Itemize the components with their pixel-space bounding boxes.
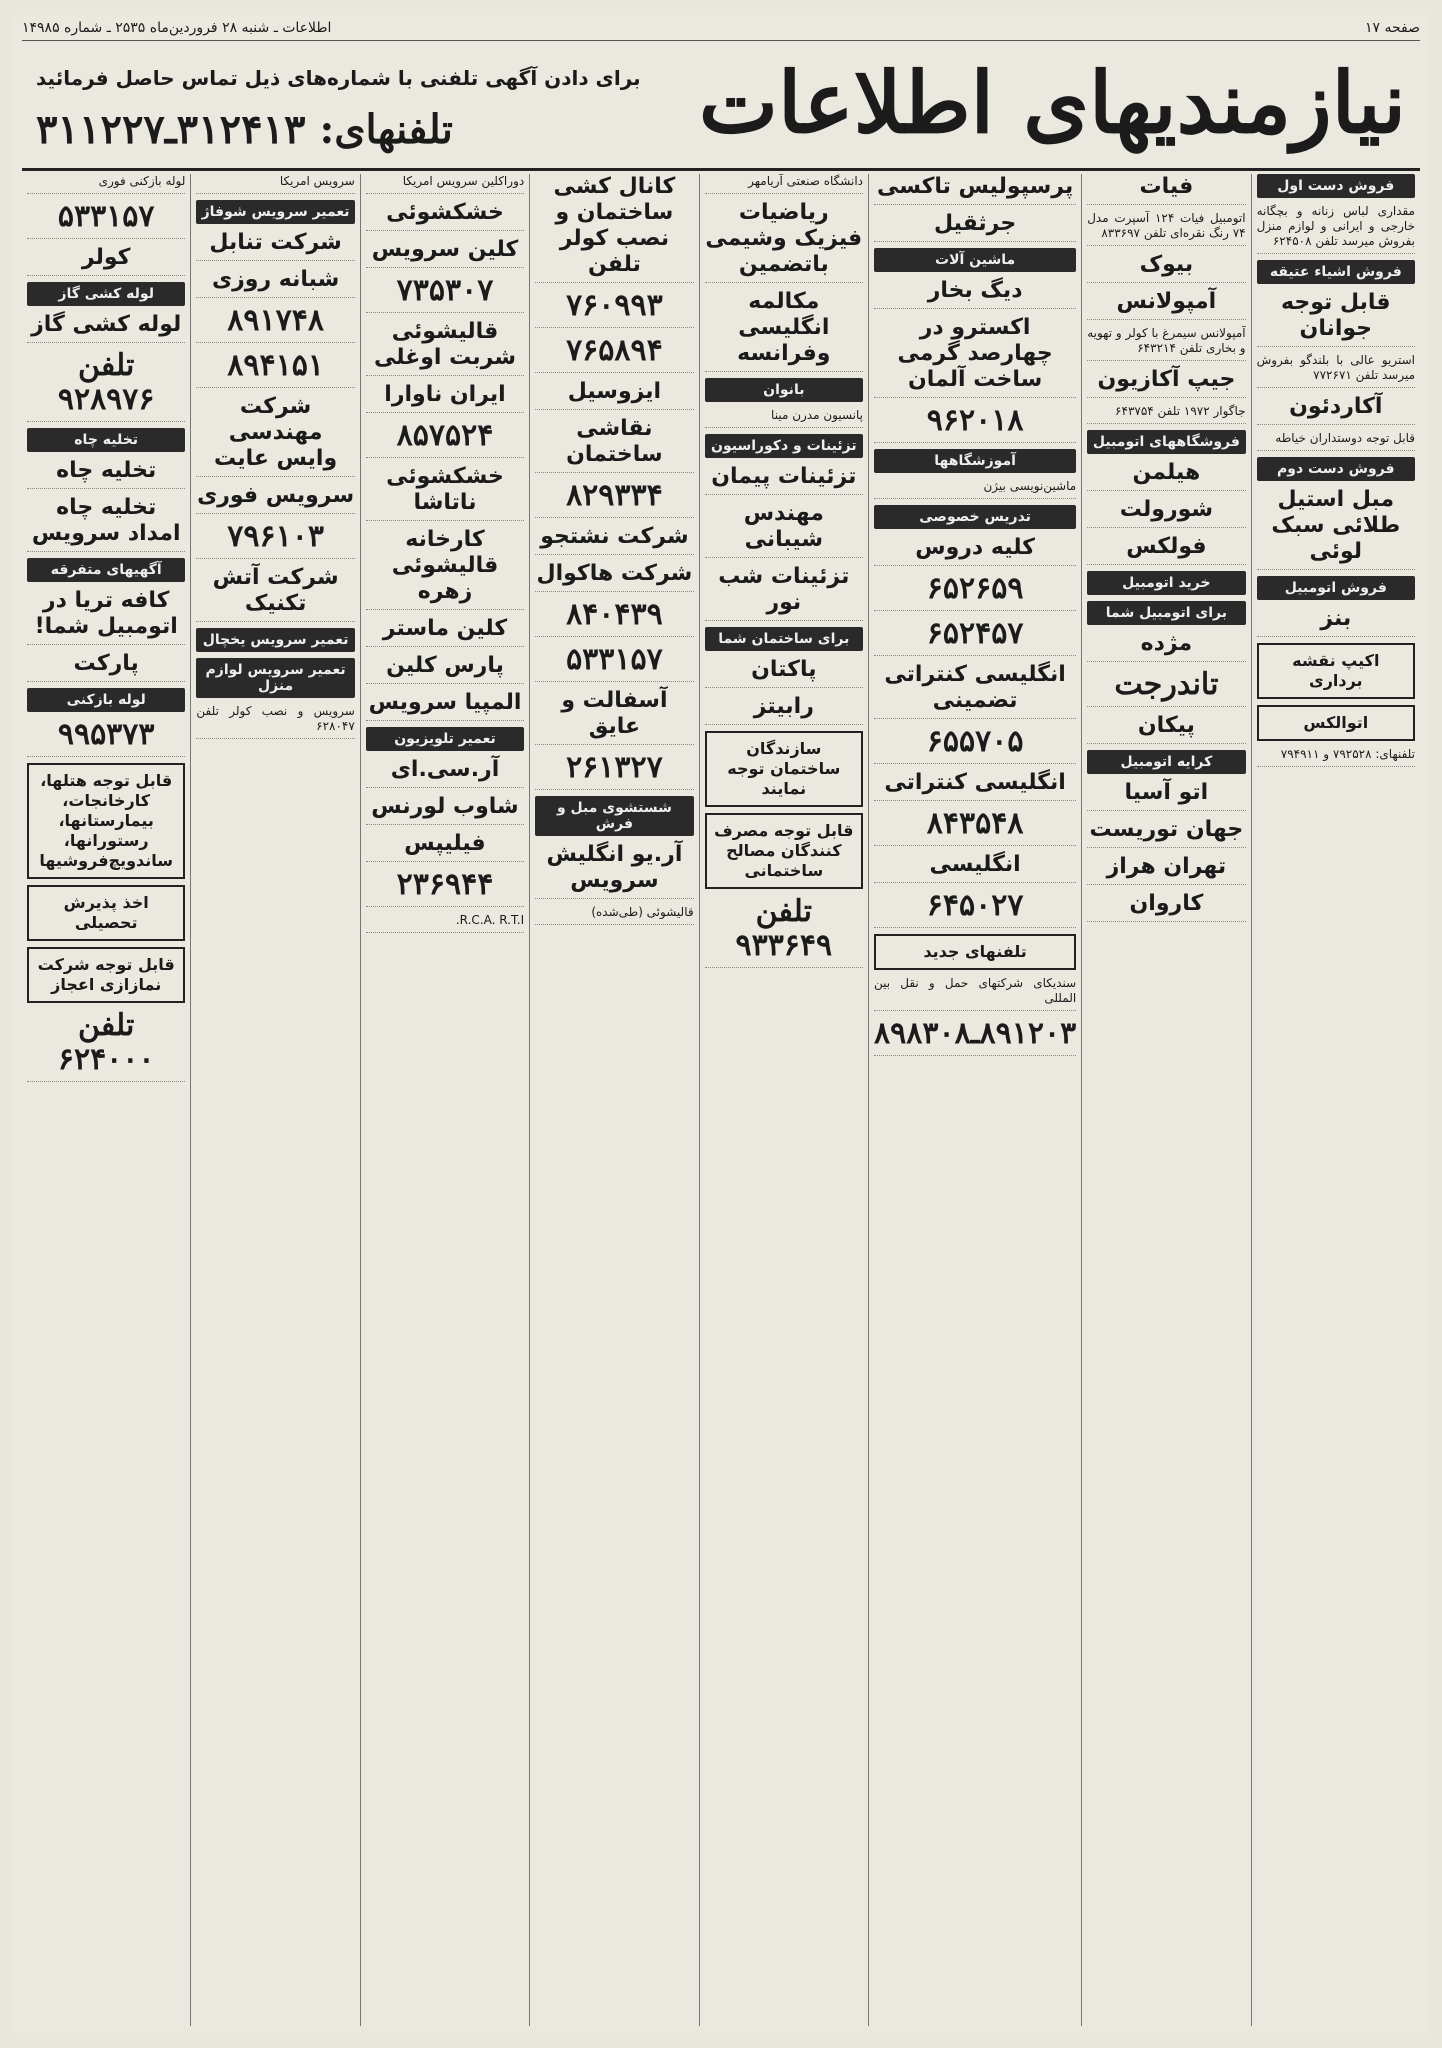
ad-item: سازندگان ساختمان توجه نمایند xyxy=(705,731,863,807)
page-number: صفحه ۱۷ xyxy=(1364,20,1420,36)
section-header: خرید اتومبیل xyxy=(1087,571,1245,595)
ad-item: مبل استیل طلائی سبک لوئی xyxy=(1257,487,1415,570)
ad-item: شرکت آتش تکنیک xyxy=(196,565,354,622)
section-header: برای ساختمان شما xyxy=(705,627,863,651)
ad-phone: ۶۵۲۴۵۷ xyxy=(874,617,1076,656)
ad-item: فیلیپس xyxy=(366,831,524,862)
ad-column xyxy=(360,174,529,2026)
ad-phone: ۵۳۳۱۵۷ xyxy=(535,643,693,682)
ad-phone: ۸۹۴۱۵۱ xyxy=(196,349,354,388)
ad-item: شورولت xyxy=(1087,497,1245,528)
ad-item: مژده xyxy=(1087,631,1245,662)
ad-item: پارس کلین xyxy=(366,653,524,684)
ad-item: شبانه روزی xyxy=(196,267,354,298)
ad-item: R.C.A. R.T.I. xyxy=(366,913,524,933)
ad-item: کافه تریا در اتومبیل شما! xyxy=(27,588,185,645)
section-header: بانوان xyxy=(705,378,863,402)
ad-item: دانشگاه صنعتی آریامهر xyxy=(705,174,863,194)
ad-phone: ۷۶۰۹۹۳ xyxy=(535,289,693,328)
ad-phone: ۸۵۷۵۲۴ xyxy=(366,419,524,458)
section-header: کرایه اتومبیل xyxy=(1087,750,1245,774)
ad-item: فیات xyxy=(1087,174,1245,205)
ad-phone: ۸۹۱۲۰۳ـ۸۹۸۳۰۸ xyxy=(874,1017,1076,1056)
ad-column xyxy=(1081,174,1250,2026)
ad-item: مقداری لباس زنانه و بچگانه خارجی و ایرانی و لوازم منزل بفروش میرسد تلفن ۶۲۴۵۰۸ xyxy=(1257,204,1415,254)
ad-item: آر.یو انگلیش سرویس xyxy=(535,842,693,899)
top-line xyxy=(22,20,1420,41)
ad-item: آسفالت و عایق xyxy=(535,688,693,745)
section-header: تزئینات و دکوراسیون xyxy=(705,434,863,458)
section-header: لوله بازکنی xyxy=(27,688,185,712)
section-header: فروش اتومبیل xyxy=(1257,576,1415,600)
ad-item: شرکت نشتجو xyxy=(535,524,693,555)
ad-item: تلفنهای جدید xyxy=(874,934,1076,970)
ad-phone: ۹۶۲۰۱۸ xyxy=(874,404,1076,443)
ad-item: آر.سی.ای xyxy=(366,757,524,788)
ad-item: کلین سرویس xyxy=(366,237,524,268)
ad-phone: تلفن ۹۲۸۹۷۶ xyxy=(27,349,185,422)
section-header: تعمیر سرویس یخچال xyxy=(196,628,354,652)
ad-item: کلین ماستر xyxy=(366,616,524,647)
ad-phone: تلفن ۹۳۳۶۴۹ xyxy=(705,895,863,968)
ad-item: شاوب لورنس xyxy=(366,794,524,825)
section-header: آگهیهای متفرقه xyxy=(27,558,185,582)
ad-item: قابل توجه هتلها، کارخانجات، بیمارستانها، رستورانها، ساندویچ‌فروشیها xyxy=(27,763,185,879)
ad-item: کولر xyxy=(27,245,185,276)
ad-item: ایزوسیل xyxy=(535,379,693,410)
ad-item: دیگ بخار xyxy=(874,278,1076,309)
ad-item: ریاضیات فیزیک وشیمی باتضمین xyxy=(705,200,863,283)
ad-item: دوراکلین سرویس امریکا xyxy=(366,174,524,194)
ad-phone: ۶۴۵۰۲۷ xyxy=(874,889,1076,928)
ad-item: پارکت xyxy=(27,651,185,682)
ad-phone: ۷۶۵۸۹۴ xyxy=(535,334,693,373)
ad-item: اکسترو در چهارصد گرمی ساخت آلمان xyxy=(874,315,1076,398)
ad-phone: ۸۹۱۷۴۸ xyxy=(196,304,354,343)
ad-item: تخلیه چاه امداد سرویس xyxy=(27,495,185,552)
section-header: تعمیر تلویزیون xyxy=(366,727,524,751)
ad-phone: ۵۳۳۱۵۷ xyxy=(27,200,185,239)
ad-item: آمپولانس سیمرغ با کولر و تهویه و بخاری تلفن ۶۴۳۲۱۴ xyxy=(1087,326,1245,361)
ad-item: کانال کشی ساختمان و نصب کولر تلفن xyxy=(535,174,693,283)
section-header: ماشین آلات xyxy=(874,248,1076,272)
ad-item: کارخانه قالیشوئی زهره xyxy=(366,527,524,610)
ad-item: بیوک xyxy=(1087,252,1245,283)
ad-item: قابل توجه شرکت نمازازی اعجاز xyxy=(27,947,185,1003)
ad-item: سرویس فوری xyxy=(196,483,354,514)
ad-phone: ۸۴۳۵۴۸ xyxy=(874,807,1076,846)
ad-item: تهران هراز xyxy=(1087,854,1245,885)
ad-item: استریو عالی با بلندگو بفروش میرسد تلفن ۷۷۲۶۷۱ xyxy=(1257,353,1415,388)
ad-item: انگلیسی کنتراتی تضمینی xyxy=(874,662,1076,719)
ad-phone: ۲۳۶۹۴۴ xyxy=(366,868,524,907)
ad-item: فولکس xyxy=(1087,534,1245,565)
ad-item: سرویس امریکا xyxy=(196,174,354,194)
ad-item: خشکشوئی xyxy=(366,200,524,231)
ad-item: رابیتز xyxy=(705,694,863,725)
ad-phone: ۸۴۰۴۳۹ xyxy=(535,598,693,637)
ad-item: جهان توریست xyxy=(1087,817,1245,848)
ad-item: جرثقیل xyxy=(874,211,1076,242)
ad-item: شرکت مهندسی وایس عایت xyxy=(196,394,354,477)
section-header: شستشوی مبل و فرش xyxy=(535,796,693,836)
section-header: لوله کشی گاز xyxy=(27,282,185,306)
ad-item: خشکشوئی ناتاشا xyxy=(366,464,524,521)
ad-column xyxy=(529,174,698,2026)
section-header: فروش دست دوم xyxy=(1257,457,1415,481)
ad-item: اکیپ نقشه برداری xyxy=(1257,643,1415,699)
ad-item: پرسپولیس تاکسی xyxy=(874,174,1076,205)
ad-column xyxy=(22,174,190,2026)
ad-item: تلفنهای: ۷۹۲۵۲۸ و ۷۹۴۹۱۱ xyxy=(1257,747,1415,767)
masthead xyxy=(22,48,1420,171)
ad-column xyxy=(1251,174,1420,2026)
ad-item: قالیشوئی شربت اوغلی xyxy=(366,319,524,376)
ad-item: پاکتان xyxy=(705,657,863,688)
masthead-phones: تلفنهای: ۳۱۲۴۱۳ـ۳۱۱۲۲۷ xyxy=(36,106,453,153)
ad-item: جاگوار ۱۹۷۲ تلفن ۶۴۳۷۵۴ xyxy=(1087,404,1245,424)
ad-item: اتو آسیا xyxy=(1087,780,1245,811)
ad-item: کاروان xyxy=(1087,891,1245,922)
section-header: تخلیه چاه xyxy=(27,428,185,452)
ad-item: سرویس و نصب کولر تلفن ۶۲۸۰۴۷ xyxy=(196,704,354,739)
ad-item: ماشین‌نویسی بیژن xyxy=(874,479,1076,499)
section-header: فروش دست اول xyxy=(1257,174,1415,198)
ad-item: تزئینات پیمان xyxy=(705,464,863,495)
ad-item: اتومبیل فیات ۱۲۴ آسپرت مدل ۷۴ رنگ نقره‌ای تلفن ۸۳۳۶۹۷ xyxy=(1087,211,1245,246)
ad-phone: ۷۹۶۱۰۳ xyxy=(196,520,354,559)
section-header: تعمیر سرویس شوفاژ xyxy=(196,200,354,224)
ad-item: شرکت تنابل xyxy=(196,230,354,261)
ad-item: پیکان xyxy=(1087,713,1245,744)
section-header: فروشگاههای اتومبیل xyxy=(1087,430,1245,454)
ad-column xyxy=(699,174,868,2026)
section-header: آموزشگاهها xyxy=(874,449,1076,473)
ad-phone: تاندرجت xyxy=(1087,668,1245,707)
masthead-title: نیازمندیهای اطلاعات xyxy=(698,53,1406,152)
ad-item: مکالمه انگلیسی وفرانسه xyxy=(705,289,863,372)
section-header: تعمیر سرویس لوازم منزل xyxy=(196,658,354,698)
ad-column xyxy=(868,174,1081,2026)
section-header: فروش اشیاء عتیقه xyxy=(1257,260,1415,284)
ad-item: کلیه دروس xyxy=(874,535,1076,566)
newspaper-page xyxy=(14,14,1428,2034)
masthead-info: برای دادن آگهی تلفنی با شماره‌های ذیل تماس حاصل فرمائید xyxy=(36,66,641,90)
ad-item: آکاردئون xyxy=(1257,394,1415,425)
ad-item: هیلمن xyxy=(1087,460,1245,491)
ad-item: پانسیون مدرن مینا xyxy=(705,408,863,428)
ad-phone: ۶۵۵۷۰۵ xyxy=(874,725,1076,764)
ad-item: قالیشوئی (طی‌شده) xyxy=(535,905,693,925)
ad-item: سندیکای شرکتهای حمل و نقل بین المللی xyxy=(874,976,1076,1011)
ad-phone: ۹۹۵۳۷۳ xyxy=(27,718,185,757)
ad-item: لوله بازکنی فوری xyxy=(27,174,185,194)
ad-phone: ۷۳۵۳۰۷ xyxy=(366,274,524,313)
ad-item: نقاشی ساختمان xyxy=(535,416,693,473)
ad-item: شرکت هاکوال xyxy=(535,561,693,592)
ad-phone: تلفن ۶۲۴۰۰۰ xyxy=(27,1009,185,1082)
ad-item: لوله کشی گاز xyxy=(27,312,185,343)
ad-phone: ۸۲۹۳۳۴ xyxy=(535,479,693,518)
ad-phone: ۶۵۲۶۵۹ xyxy=(874,572,1076,611)
section-header: تدریس خصوصی xyxy=(874,505,1076,529)
ad-item: تخلیه چاه xyxy=(27,458,185,489)
ad-item: آمپولانس xyxy=(1087,289,1245,320)
ad-phone: ۲۶۱۳۲۷ xyxy=(535,751,693,790)
ad-item: انگلیسی کنتراتی xyxy=(874,770,1076,801)
ad-item: اخذ پذیرش تحصیلی xyxy=(27,885,185,941)
ad-item: المپیا سرویس xyxy=(366,690,524,721)
section-header: برای اتومبیل شما xyxy=(1087,601,1245,625)
ad-item: اتوالکس xyxy=(1257,705,1415,741)
ad-item: جیپ آکازیون xyxy=(1087,367,1245,398)
ad-item: انگلیسی xyxy=(874,852,1076,883)
ad-item: قابل توجه جوانان xyxy=(1257,290,1415,347)
ad-columns xyxy=(22,174,1420,2026)
issue-line: اطلاعات ـ شنبه ۲۸ فروردین‌ماه ۲۵۳۵ ـ شماره ۱۴۹۸۵ xyxy=(22,20,332,36)
ad-item: مهندس شیبانی xyxy=(705,501,863,558)
ad-item: قابل توجه مصرف کنندگان مصالح ساختمانی xyxy=(705,813,863,889)
ad-item: بنز xyxy=(1257,606,1415,637)
ad-item: ایران ناوارا xyxy=(366,382,524,413)
ad-column xyxy=(190,174,359,2026)
ad-item: قابل توجه دوستداران خیاطه xyxy=(1257,431,1415,451)
ad-item: تزئینات شب نور xyxy=(705,564,863,621)
